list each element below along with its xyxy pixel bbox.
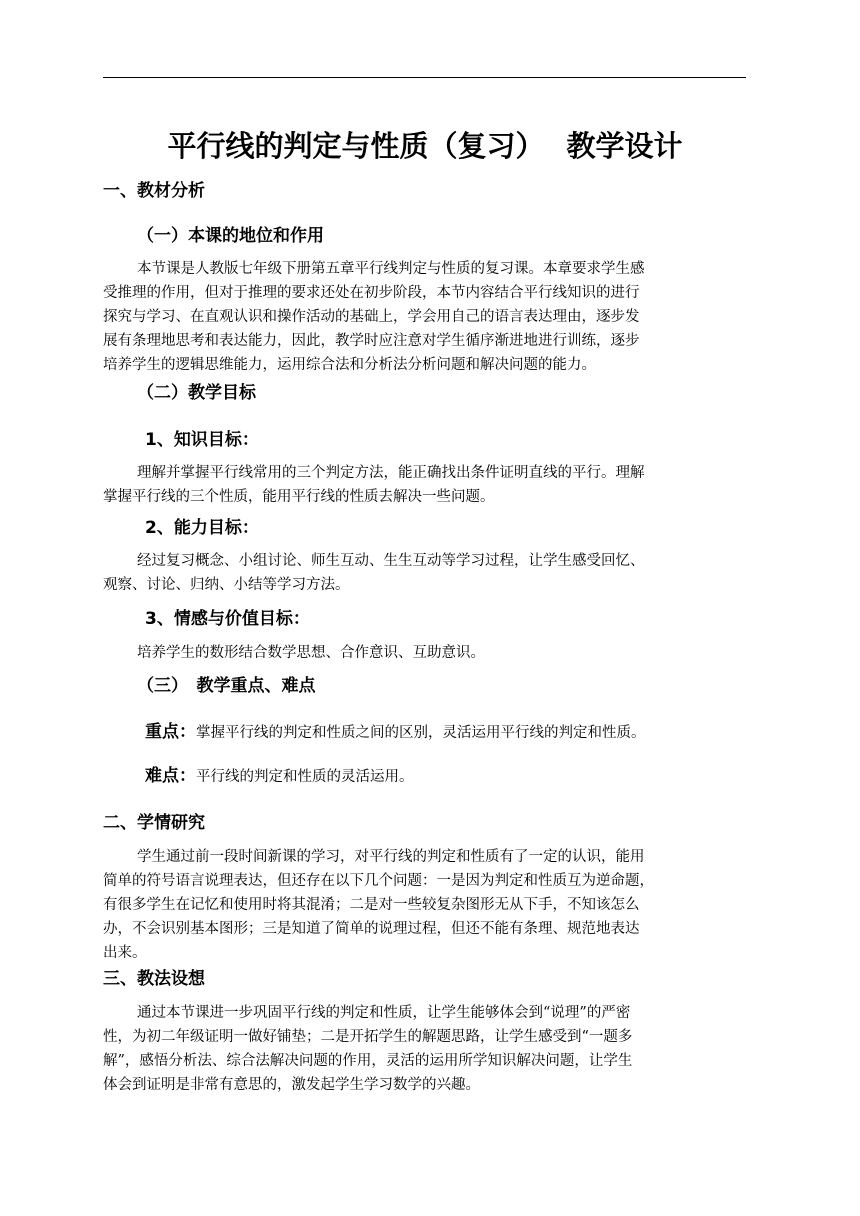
subsection-heading-goals: （二）教学目标 bbox=[137, 383, 256, 403]
paragraph-line: 探究与学习、在直观认识和操作活动的基础上，学会用自己的语言表达理由，逐步发 bbox=[103, 309, 640, 325]
paragraph-line: 有很多学生在记忆和使用时将其混淆；二是对一些较复杂图形无从下手，不知该怎么 bbox=[103, 897, 640, 913]
title-main: 平行线的判定与性质（复习） bbox=[167, 129, 545, 163]
paragraph-line: 学生通过前一段时间新课的学习，对平行线的判定和性质有了一定的认识，能用 bbox=[137, 849, 645, 865]
key-point-text: 掌握平行线的判定和性质之间的区别，灵活运用平行线的判定和性质。 bbox=[196, 725, 646, 741]
paragraph-role bbox=[103, 257, 746, 377]
paragraph-emotion-goal bbox=[103, 641, 746, 665]
goal-heading-knowledge: 1、知识目标： bbox=[145, 430, 259, 450]
section-heading-teaching-method: 三、教法设想 bbox=[103, 969, 205, 989]
key-point-row bbox=[145, 719, 646, 746]
key-point-label: 重点： bbox=[145, 722, 196, 742]
difficult-point-text: 平行线的判定和性质的灵活运用。 bbox=[196, 769, 414, 785]
goal-heading-emotion: 3、情感与价值目标： bbox=[145, 609, 310, 629]
paragraph-student-analysis bbox=[103, 845, 746, 965]
paragraph-knowledge-goal bbox=[103, 461, 746, 509]
title-suffix: 教学设计 bbox=[566, 129, 683, 163]
goal-heading-ability: 2、能力目标： bbox=[145, 518, 259, 538]
paragraph-line: 通过本节课进一步巩固平行线的判定和性质，让学生能够体会到“说理”的严密 bbox=[137, 1005, 631, 1021]
paragraph-line: 体会到证明是非常有意思的，激发起学生学习数学的兴趣。 bbox=[103, 1077, 480, 1093]
paragraph-ability-goal bbox=[103, 549, 746, 597]
paragraph-line: 解”，感悟分析法、综合法解决问题的作用，灵活的运用所学知识解决问题，让学生 bbox=[103, 1053, 633, 1069]
section-heading-textbook-analysis: 一、教材分析 bbox=[103, 181, 205, 201]
subsection-heading-key-points: （三） 教学重点、难点 bbox=[137, 676, 316, 696]
header-rule bbox=[103, 77, 746, 78]
paragraph-line: 办，不会识别基本图形；三是知道了简单的说理过程，但还不能有条理、规范地表达 bbox=[103, 921, 640, 937]
paragraph-line: 培养学生的逻辑思维能力，运用综合法和分析法分析问题和解决问题的能力。 bbox=[103, 357, 596, 373]
paragraph-line: 掌握平行线的三个性质，能用平行线的性质去解决一些问题。 bbox=[103, 489, 495, 505]
paragraph-line: 展有条理地思考和表达能力，因此，教学时应注意对学生循序渐进地进行训练，逐步 bbox=[103, 333, 640, 349]
paragraph-line: 培养学生的数形结合数学思想、合作意识、互助意识。 bbox=[137, 645, 485, 661]
paragraph-line: 出来。 bbox=[103, 945, 147, 961]
paragraph-line: 性，为初二年级证明一做好铺垫；二是开拓学生的解题思路，让学生感受到“一题多 bbox=[103, 1029, 633, 1045]
paragraph-line: 受推理的作用，但对于推理的要求还处在初步阶段，本节内容结合平行线知识的进行 bbox=[103, 285, 640, 301]
paragraph-line: 本节课是人教版七年级下册第五章平行线判定与性质的复习课。本章要求学生感 bbox=[137, 261, 645, 277]
paragraph-line: 观察、讨论、归纳、小结等学习方法。 bbox=[103, 577, 350, 593]
section-heading-student-analysis: 二、学情研究 bbox=[103, 813, 205, 833]
paragraph-teaching-method bbox=[103, 1001, 746, 1097]
subsection-heading-role: （一）本课的地位和作用 bbox=[137, 226, 324, 246]
difficult-point-row bbox=[145, 763, 414, 790]
difficult-point-label: 难点： bbox=[145, 766, 196, 786]
paragraph-line: 简单的符号语言说理表达，但还存在以下几个问题：一是因为判定和性质互为逆命题， bbox=[103, 873, 654, 889]
paragraph-line: 理解并掌握平行线常用的三个判定方法，能正确找出条件证明直线的平行。理解 bbox=[137, 465, 645, 481]
paragraph-line: 经过复习概念、小组讨论、师生互动、生生互动等学习过程，让学生感受回忆、 bbox=[137, 553, 645, 569]
page-title bbox=[0, 124, 850, 168]
